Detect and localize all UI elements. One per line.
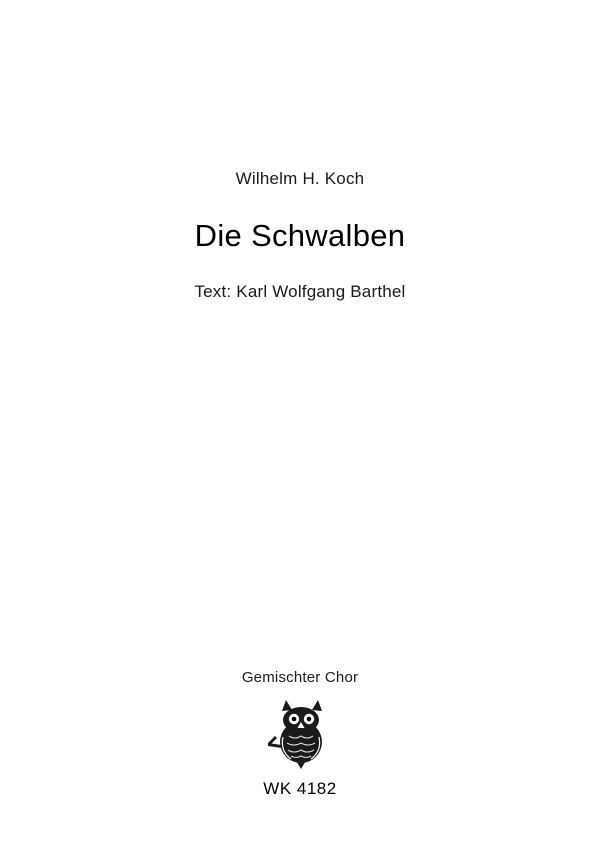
owl-logo-icon: [262, 697, 338, 769]
text-credit: Text: Karl Wolfgang Barthel: [194, 282, 406, 301]
publisher-logo: [0, 698, 600, 768]
ensemble-label: Gemischter Chor: [241, 669, 359, 686]
title-block: [0, 168, 600, 303]
composer-name: Wilhelm H. Koch: [235, 169, 365, 188]
catalog-number: WK 4182: [263, 779, 337, 798]
page-title: Die Schwalben: [194, 218, 406, 253]
footer-block: [0, 668, 600, 800]
